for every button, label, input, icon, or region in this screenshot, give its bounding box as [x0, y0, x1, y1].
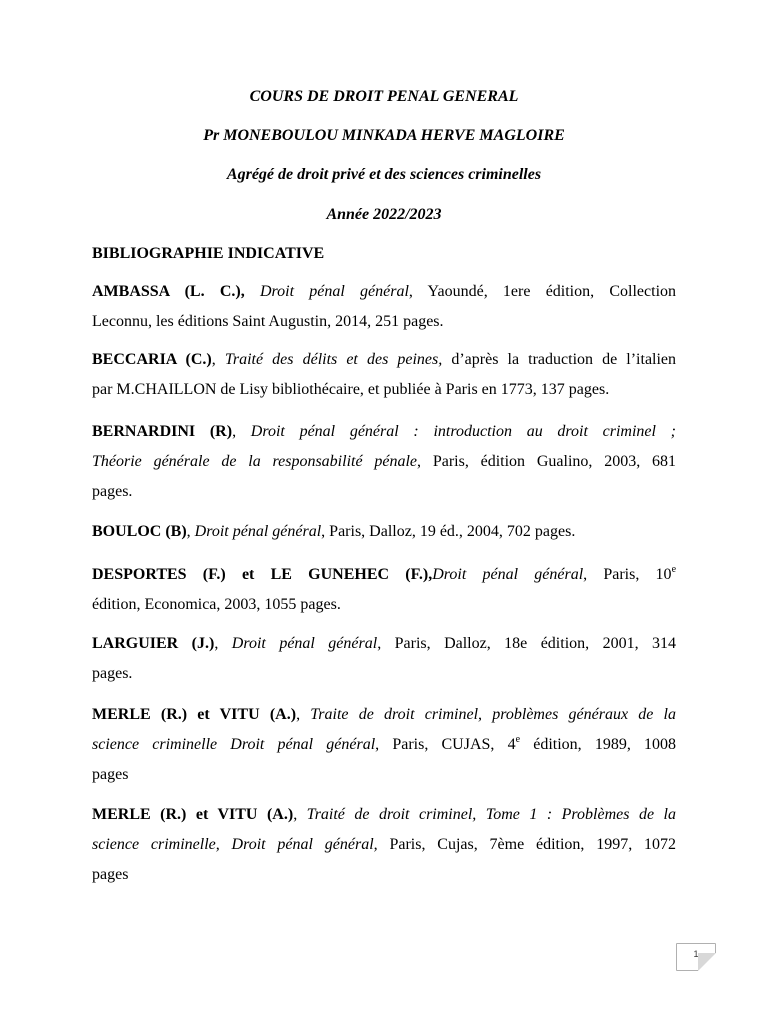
entry-title: Droit pénal général	[259, 283, 409, 300]
bibliography-entry: LARGUIER (J.), Droit pénal général, Paris, Dalloz, 18e édition, 2001, 314 pages.	[92, 629, 676, 689]
bibliography-entry: BOULOC (B), Droit pénal général, Paris, Dalloz, 19 éd., 2004, 702 pages.	[92, 523, 576, 540]
entry-details-continued: Leconnu, les éditions Saint Augustin, 2014, 251 pages.	[92, 313, 444, 330]
entry-details: , Paris, Dalloz, 18e édition, 2001, 314	[377, 635, 677, 652]
entry-details-continued: édition, Economica, 2003, 1055 pages.	[92, 596, 341, 613]
entry-author: MERLE (R.) et VITU (A.)	[92, 706, 297, 723]
entry-details-continued: pages	[92, 866, 129, 883]
entry-title: Droit pénal général	[194, 523, 322, 540]
bibliography-entry: BERNARDINI (R), Droit pénal général : introduction au droit criminel ; Théorie générale de la responsabilité pénale, Paris, édition Gualino, 2003, 681 pages.	[92, 417, 676, 507]
course-title: COURS DE DROIT PENAL GENERAL	[249, 88, 519, 105]
entry-author: BERNARDINI (R)	[92, 423, 233, 440]
entry-details-continued: pages	[92, 766, 129, 783]
entry-author: AMBASSA (L. C.),	[92, 283, 245, 300]
entry-details: , Paris, édition Gualino, 2003, 681	[417, 453, 677, 470]
entry-author: BECCARIA (C.)	[92, 351, 212, 368]
entry-author: MERLE (R.) et VITU (A.)	[92, 806, 294, 823]
entry-title: Traité des délits et des peines,	[224, 351, 443, 368]
entry-details: , Paris, Dalloz, 19 éd., 2004, 702 pages.	[321, 523, 576, 540]
page-number-box	[676, 943, 716, 971]
entry-details: d’après la traduction de l’italien	[451, 351, 677, 368]
entry-details: , Yaoundé, 1ere édition, Collection	[408, 283, 677, 300]
entry-details: Paris, Cujas, 7ème édition, 1997, 1072	[389, 836, 677, 853]
entry-title-continued: Théorie générale de la responsabilité pénale	[92, 453, 418, 470]
bibliography-entry: MERLE (R.) et VITU (A.), Traite de droit criminel, problèmes généraux de la science criminelle Droit pénal général, Paris, CUJAS, 4e édition, 1989, 1008 pages	[92, 700, 676, 790]
entry-details: , Paris, 10e	[583, 564, 677, 583]
entry-details-continued: pages.	[92, 665, 133, 682]
entry-title: Traite de droit criminel, problèmes généraux de la	[310, 706, 676, 723]
professor-name: Pr MONEBOULOU MINKADA HERVE MAGLOIRE	[203, 127, 565, 144]
bibliography-heading: BIBLIOGRAPHIE INDICATIVE	[92, 245, 325, 262]
entry-title: Droit pénal général	[432, 566, 584, 583]
page-number: 1	[693, 949, 699, 959]
entry-details: , Paris, CUJAS, 4e édition, 1989, 1008	[375, 734, 677, 753]
entry-title: Droit pénal général : introduction au droit criminel ;	[250, 423, 677, 440]
entry-title-continued: science criminelle, Droit pénal général,	[92, 836, 378, 853]
entry-author: BOULOC (B)	[92, 523, 187, 540]
academic-year: Année 2022/2023	[326, 206, 442, 223]
bibliography-entry: MERLE (R.) et VITU (A.), Traité de droit criminel, Tome 1 : Problèmes de la science criminelle, Droit pénal général, Paris, Cujas, 7ème édition, 1997, 1072 pages	[92, 800, 676, 890]
page-curl-icon	[698, 953, 716, 971]
entry-title: Droit pénal général	[231, 635, 378, 652]
entry-details-continued: par M.CHAILLON de Lisy bibliothécaire, et publiée à Paris en 1773, 137 pages.	[92, 381, 610, 398]
bibliography-entry	[92, 560, 676, 620]
entry-author: DESPORTES (F.) et LE GUNEHEC (F.),	[92, 566, 433, 583]
bibliography-entry: BECCARIA (C.), Traité des délits et des peines, d’après la traduction de l’italien par M.CHAILLON de Lisy bibliothécaire, et publiée à Paris en 1773, 137 pages.	[92, 345, 676, 405]
entry-title-continued: science criminelle Droit pénal général	[92, 736, 376, 753]
entry-title: Traité de droit criminel, Tome 1 : Problèmes de la	[306, 806, 676, 823]
bibliography-entry	[92, 277, 676, 337]
entry-author: LARGUIER (J.)	[92, 635, 215, 652]
professor-qualification: Agrégé de droit privé et des sciences criminelles	[226, 166, 542, 183]
entry-details-continued: pages.	[92, 483, 133, 500]
